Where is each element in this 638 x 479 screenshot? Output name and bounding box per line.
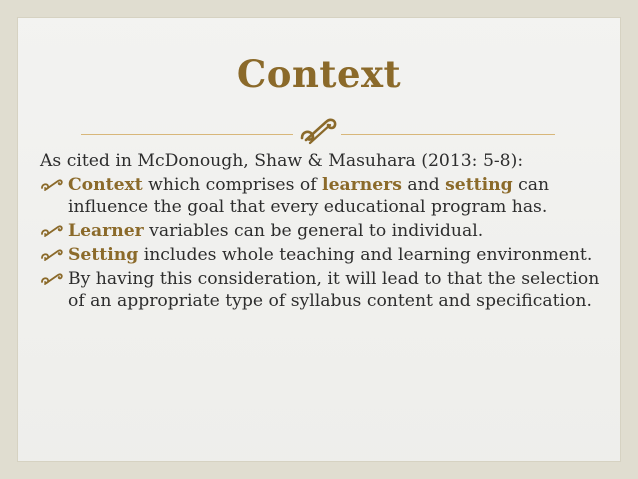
bullet-keyword: learners — [322, 175, 402, 195]
bullet-item — [40, 244, 600, 266]
bullet-item — [40, 174, 600, 218]
bullet-item — [40, 220, 600, 242]
bullet-keyword: Learner — [68, 221, 144, 241]
bullet-keyword: setting — [445, 175, 513, 195]
bullet-text: includes whole teaching and learning environment. — [138, 245, 593, 265]
slide-content — [40, 150, 600, 314]
bullet-text: variables can be general to individual. — [143, 221, 484, 241]
bullet-item — [40, 268, 600, 312]
bullet-text: can influence the goal that every educational program has. — [68, 175, 550, 217]
bullet-keyword: Context — [68, 175, 143, 195]
bullet-text: and — [401, 175, 446, 195]
scroll-bullet-icon — [40, 272, 64, 286]
scroll-bullet-icon — [40, 178, 64, 192]
slide-title: Context — [236, 52, 402, 96]
bullet-list — [40, 174, 600, 312]
bullet-keyword: Setting — [68, 245, 139, 265]
bullet-text: which comprises of — [142, 175, 323, 195]
scroll-ornament-icon — [296, 112, 340, 148]
title-rule-right — [341, 134, 555, 135]
intro-text: As cited in McDonough, Shaw & Masuhara (2013: 5-8): — [40, 151, 524, 171]
title-rule-left — [81, 134, 293, 135]
scroll-bullet-icon — [40, 248, 64, 262]
scroll-bullet-icon — [40, 224, 64, 238]
bullet-text: By having this consideration, it will lead to that the selection of an appropriate type of syllabus content and specification. — [68, 269, 600, 311]
